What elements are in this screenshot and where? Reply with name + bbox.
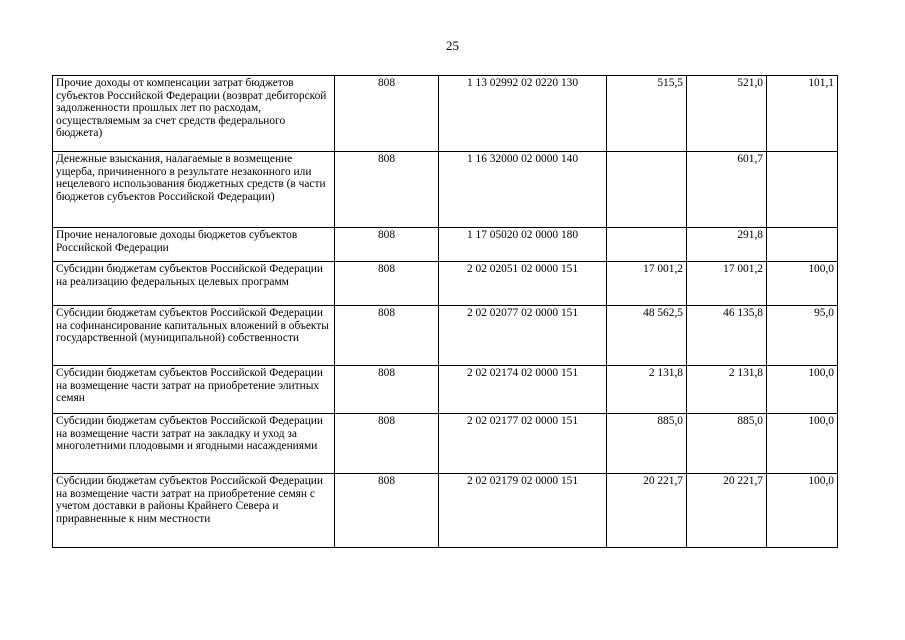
classification-code-cell: 2 02 02179 02 0000 151	[439, 474, 607, 548]
table-row	[53, 306, 838, 366]
execution-percent-cell: 101,1	[767, 76, 838, 152]
planned-amount-cell: 515,5	[607, 76, 687, 152]
actual-amount-cell: 20 221,7	[687, 474, 767, 548]
page-number: 25	[446, 38, 459, 53]
execution-percent-cell: 95,0	[767, 306, 838, 366]
revenue-name-cell: Прочие доходы от компенсации затрат бюджетов субъектов Российской Федерации (возврат дебиторской задолженности прошлых лет по расходам, осуществляемым за счет средств федерального бюджета)	[53, 76, 335, 152]
admin-code-cell: 808	[335, 76, 439, 152]
actual-amount-cell: 521,0	[687, 76, 767, 152]
admin-code-cell: 808	[335, 474, 439, 548]
revenue-name-cell: Денежные взыскания, налагаемые в возмещение ущерба, причиненного в результате незаконного или нецелевого использования бюджетных средств (в части бюджетов субъектов Российской Федерации)	[53, 152, 335, 228]
classification-code-cell: 1 17 05020 02 0000 180	[439, 228, 607, 262]
planned-amount-cell: 2 131,8	[607, 366, 687, 414]
actual-amount-cell: 291,8	[687, 228, 767, 262]
actual-amount-cell: 601,7	[687, 152, 767, 228]
table-row	[53, 76, 838, 152]
admin-code-cell: 808	[335, 414, 439, 474]
actual-amount-cell: 2 131,8	[687, 366, 767, 414]
revenue-name-cell: Субсидии бюджетам субъектов Российской Федерации на возмещение части затрат на закладку и уход за многолетними плодовыми и ягодными насаждениями	[53, 414, 335, 474]
planned-amount-cell: 885,0	[607, 414, 687, 474]
table-row	[53, 262, 838, 306]
planned-amount-cell: 48 562,5	[607, 306, 687, 366]
actual-amount-cell: 885,0	[687, 414, 767, 474]
admin-code-cell: 808	[335, 152, 439, 228]
execution-percent-cell: 100,0	[767, 262, 838, 306]
revenue-name-cell: Субсидии бюджетам субъектов Российской Федерации на реализацию федеральных целевых программ	[53, 262, 335, 306]
table-row	[53, 414, 838, 474]
classification-code-cell: 2 02 02077 02 0000 151	[439, 306, 607, 366]
admin-code-cell: 808	[335, 228, 439, 262]
table-row	[53, 366, 838, 414]
execution-percent-cell	[767, 152, 838, 228]
execution-percent-cell	[767, 228, 838, 262]
actual-amount-cell: 46 135,8	[687, 306, 767, 366]
admin-code-cell: 808	[335, 262, 439, 306]
planned-amount-cell: 17 001,2	[607, 262, 687, 306]
revenue-name-cell: Прочие неналоговые доходы бюджетов субъектов Российской Федерации	[53, 228, 335, 262]
classification-code-cell: 2 02 02174 02 0000 151	[439, 366, 607, 414]
execution-percent-cell: 100,0	[767, 474, 838, 548]
table-row	[53, 152, 838, 228]
planned-amount-cell	[607, 228, 687, 262]
actual-amount-cell: 17 001,2	[687, 262, 767, 306]
table-row	[53, 474, 838, 548]
planned-amount-cell: 20 221,7	[607, 474, 687, 548]
revenue-name-cell: Субсидии бюджетам субъектов Российской Федерации на софинансирование капитальных вложений в объекты государственной (муниципальной) собственности	[53, 306, 335, 366]
revenue-name-cell: Субсидии бюджетам субъектов Российской Федерации на возмещение части затрат на приобретение семян с учетом доставки в районы Крайнего Севера и приравненные к ним местности	[53, 474, 335, 548]
execution-percent-cell: 100,0	[767, 414, 838, 474]
admin-code-cell: 808	[335, 366, 439, 414]
classification-code-cell: 2 02 02177 02 0000 151	[439, 414, 607, 474]
execution-percent-cell: 100,0	[767, 366, 838, 414]
planned-amount-cell	[607, 152, 687, 228]
revenue-name-cell: Субсидии бюджетам субъектов Российской Федерации на возмещение части затрат на приобретение элитных семян	[53, 366, 335, 414]
classification-code-cell: 1 13 02992 02 0220 130	[439, 76, 607, 152]
table-row	[53, 228, 838, 262]
budget-revenue-table	[52, 75, 838, 548]
classification-code-cell: 2 02 02051 02 0000 151	[439, 262, 607, 306]
admin-code-cell: 808	[335, 306, 439, 366]
classification-code-cell: 1 16 32000 02 0000 140	[439, 152, 607, 228]
